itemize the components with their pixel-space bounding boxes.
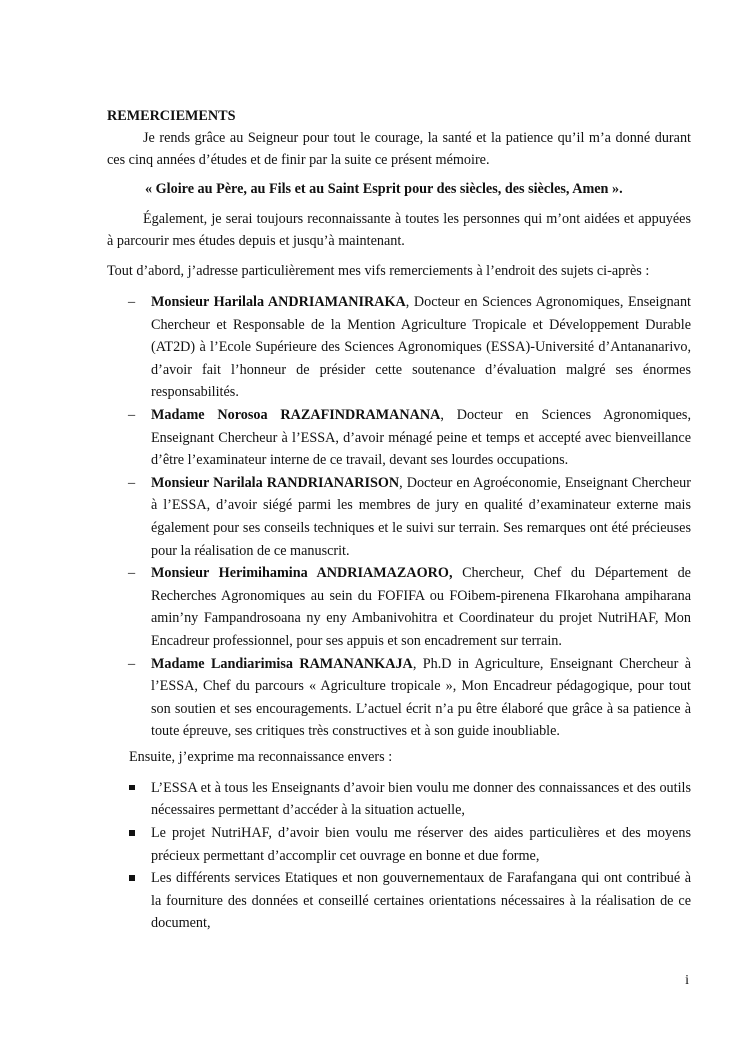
person-text: , Docteur en Agroéconomie, Enseignant Chercheur à l’ESSA, d’avoir siégé parmi les membres de jury en qualité d’examinateur externe mais également pour ses conseils techniques et le suivi sur terrain. Ses remarques ont été précieuses pour la réalisation de ce manuscrit. [151,474,691,559]
list-item [107,653,691,743]
list-item: L’ESSA et à tous les Enseignants d’avoir bien voulu me donner des connaissances et des outils nécessaires permettant d’accéder à la situation actuelle, [107,777,691,822]
person-text: , Docteur en Sciences Agronomiques, Enseignant Chercheur et Responsable de la Mention Agriculture Tropicale et Développement Durable (AT2D) à l’Ecole Supérieure des Sciences Agronomiques (ESSA)-Université d’Antananarivo, d’avoir fait l’honneur de présider cette soutenance d’évaluation malgré ses énormes responsabilités. [151,294,691,401]
list-item [107,562,691,652]
list-item [107,404,691,472]
person-name: Madame Norosoa RAZAFINDRAMANANA [151,406,441,423]
person-name: Madame Landiarimisa RAMANANKAJA [151,655,413,672]
list-item: Le projet NutriHAF, d’avoir bien voulu me réserver des aides particulières et des moyens précieux permettant d’accomplir cet ouvrage en bonne et due forme, [107,822,691,867]
people-list [107,291,691,743]
quote-text: « Gloire au Père, au Fils et au Saint Esprit pour des siècles, des siècles, Amen » [145,181,620,197]
intro-paragraph: Je rends grâce au Seigneur pour tout le courage, la santé et la patience qu’il m’a donné durant ces cinq années d’études et de finir par la suite ce présent mémoire. [107,130,691,168]
quote-tail: . [619,181,623,197]
section-title: REMERCIEMENTS [107,108,236,124]
page-number: i [685,973,689,988]
quote-paragraph [107,178,691,200]
person-name: Monsieur Harilala ANDRIAMANIRAKA [151,294,406,310]
person-text: , Docteur en Sciences Agronomiques, Enseignant Chercheur à l’ESSA, d’avoir ménagé peine et temps et accepté avec bienveillance d’être l’examinateur interne de ce travail, devant ses lourdes occupations. [151,406,691,469]
first-paragraph: Tout d’abord, j’adresse particulièrement mes vifs remerciements à l’endroit des sujets ci-après : [107,263,650,279]
person-name: Monsieur Narilala RANDRIANARISON [151,474,400,491]
person-text: , Ph.D in Agriculture, Enseignant Chercheur à l’ESSA, Chef du parcours « Agriculture tropicale », Mon Encadreur pédagogique, pour tout son soutien et ses encouragements. L’actuel écrit n’a pu être élaboré que grâce à sa patience à toute épreuve, ses critiques très constructives et à son guide inoubliable. [151,655,691,740]
list-item [107,472,691,562]
gratitude-paragraph: Également, je serai toujours reconnaissante à toutes les personnes qui m’ont aidées et appuyées à parcourir mes études depuis et jusqu’à maintenant. [107,211,691,249]
ensuite-paragraph: Ensuite, j’exprime ma reconnaissance envers : [129,748,393,765]
list-item: Les différents services Etatiques et non gouvernementaux de Farafangana qui ont contribué à la fourniture des données et conseillé certaines orientations nécessaires à la réalisation de ce document, [107,867,691,935]
person-name: Monsieur Herimihamina ANDRIAMAZAORO, [151,565,453,582]
entities-list [107,777,691,935]
person-text: Chercheur, Chef du Département de Recherches Agronomiques au sein du FOFIFA ou FOibem-pirenena FIkarohana ampiharana amin’ny Fampandrosoana ny eny Ambanivohitra et Coordinateur du projet NutriHAF, Mon Encadreur professionnel, pour ses appuis et son encadrement sur terrain. [151,565,691,649]
list-item [107,291,691,404]
page-content [107,105,691,935]
